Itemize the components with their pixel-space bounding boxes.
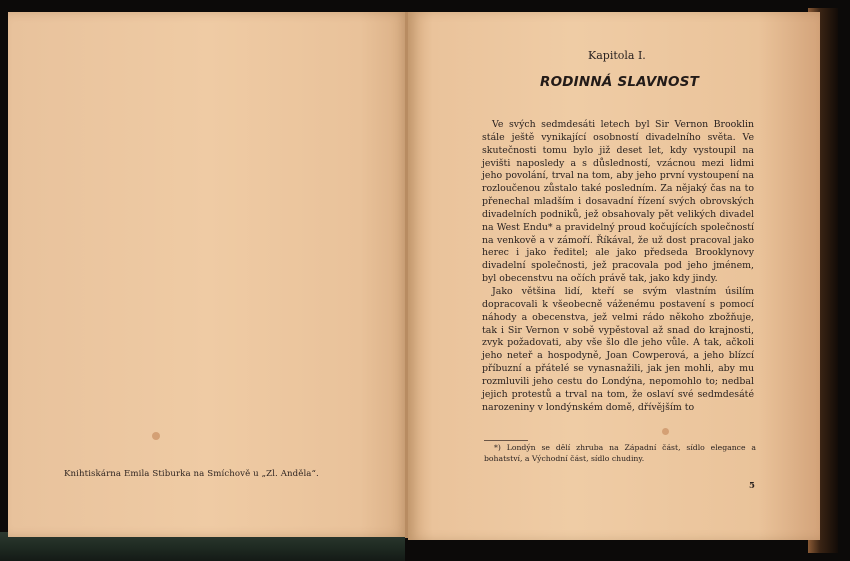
paragraph: Ve svých sedmdesáti letech byl Sir Vernon Brooklin stále ještě vynikající osobností divadelního světa. Ve skutečnosti tomu bylo již deset let, kdy vystoupil na jevišti naposledy a s důsledností, vzácnou mezi lidmi jeho povolání, trval na tom, aby jeho první vystoupení na rozloučenou zůstalo také posledním. Za nějaký čas na to přenechal mladším i dosavadní řízení svých obrovských divadelních podniků, jež obsahovaly pět velikých divadel na West Endu* a pravidelný proud kočujících společností na venkově a v zámoří. Říkával, že už dost pracoval jako herec i jako ředitel; ale jako předseda Brooklynovy divadelní společnosti, jež pracovala pod jeho jménem, byl obecenstvu na očích právě tak, jako kdy jindy. [482, 119, 754, 285]
chapter-body [482, 119, 754, 414]
footnote: *) Londýn se dělí zhruba na Západní část, sídlo elegance a bohatství, a Východní část, sídlo chudiny. [484, 443, 756, 463]
chapter-label: Kapitola I. [588, 49, 646, 62]
paper-stain [662, 428, 669, 435]
page-number: 5 [749, 481, 755, 491]
left-page [8, 12, 408, 537]
paragraph: Jako většina lidí, kteří se svým vlastním úsilím dopracovali k všeobecně váženému postavení s pomocí náhody a obecenstva, jež velmi rádo někoho zbožňuje, tak i Sir Vernon v sobě vypěstoval až snad do krajnosti, zvyk požadovati, aby vše šlo dle jeho vůle. A tak, ačkoli jeho neteř a hospodyně, Joan Cowperová, a jeho blízcí příbuzní a přátelé se vynasnažili, jak jen mohli, aby mu rozmluvili jeho cestu do Londýna, nepomohlo to; nedbal jejich protestů a trval na tom, že oslaví své sedmdesáté narozeniny v londýnském domě, dřívějším to [482, 285, 754, 413]
printer-imprint: Knihtiskárna Emila Stiburka na Smíchově u „Zl. Anděla“. [64, 469, 319, 479]
paper-stain [152, 432, 160, 440]
footnote-rule [484, 440, 528, 441]
chapter-title: RODINNÁ SLAVNOST [540, 74, 700, 90]
